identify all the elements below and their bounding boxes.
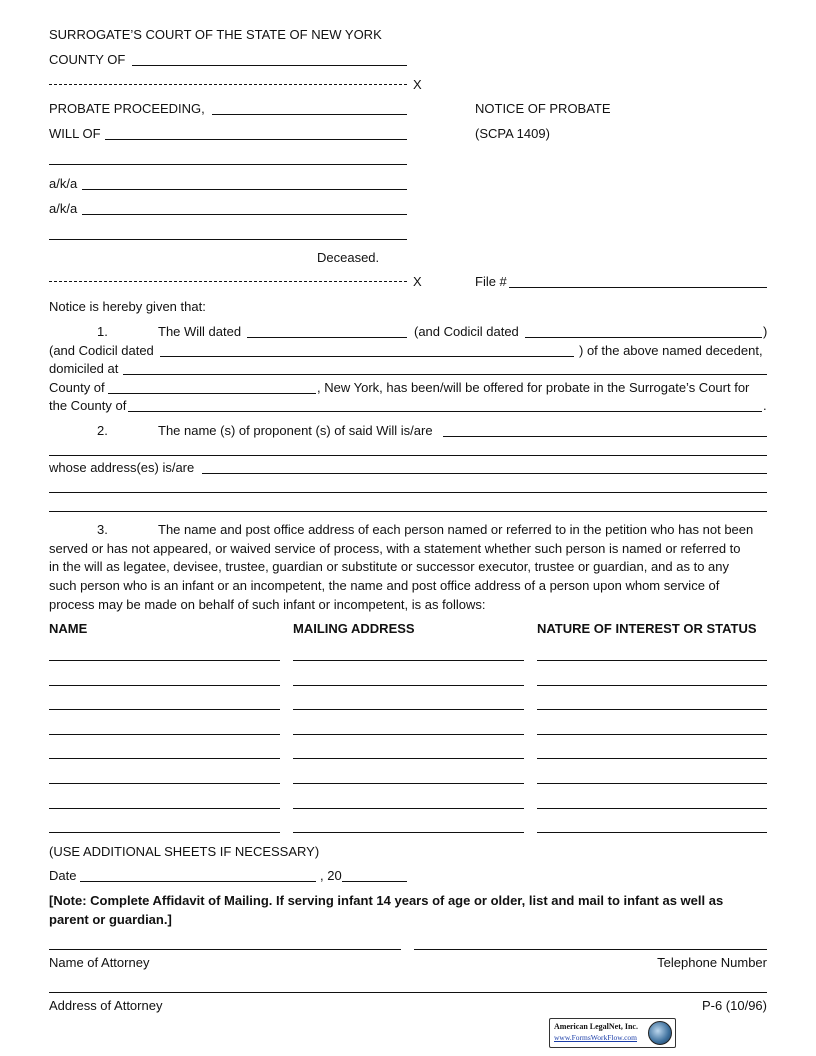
table-row-7-address-field[interactable]: [293, 808, 524, 809]
table-row-6-name-field[interactable]: [49, 783, 280, 784]
proceeding-field[interactable]: [212, 114, 407, 115]
para1-codicil-dated-2: (and Codicil dated: [49, 343, 154, 358]
attorney-address-field[interactable]: [49, 992, 767, 993]
aka-field-2[interactable]: [82, 214, 407, 215]
table-row-3-name-field[interactable]: [49, 709, 280, 710]
codicil-date-field-1[interactable]: [525, 337, 762, 338]
para3-number: 3.: [97, 522, 108, 537]
date-label: Date: [49, 868, 77, 883]
year-field[interactable]: [342, 881, 407, 882]
aka-label-1: a/k/a: [49, 176, 78, 191]
column-header-name: NAME: [49, 621, 88, 636]
deceased-label: Deceased.: [317, 250, 380, 265]
note-line-1: [Note: Complete Affidavit of Mailing. If serving infant 14 years of age or older, list and mail to infant as well as: [49, 893, 724, 908]
table-row-6-nature-field[interactable]: [537, 783, 767, 784]
proponent-address-field[interactable]: [202, 473, 767, 474]
will-date-field[interactable]: [247, 337, 407, 338]
county-field-2[interactable]: [108, 393, 316, 394]
globe-icon: [648, 1021, 672, 1045]
para3-line-2: served or has not appeared, or waived service of process, with a statement whether such person is named or referred to: [49, 541, 741, 556]
telephone-label: Telephone Number: [657, 955, 767, 970]
para1-county-of-2: the County of: [49, 398, 127, 413]
column-header-nature: NATURE OF INTEREST OR STATUS: [537, 621, 757, 636]
para2-text: The name (s) of proponent (s) of said Will is/are: [158, 423, 433, 438]
publisher-logo[interactable]: [549, 1018, 676, 1048]
table-row-8-address-field[interactable]: [293, 832, 524, 833]
surrogate-county-field[interactable]: [128, 411, 762, 412]
para3-line-3: in the will as legatee, devisee, trustee, guardian or substitute or successor executor, trustee or guardian, and as to any: [49, 559, 729, 574]
file-number-label: File #: [475, 274, 507, 289]
table-row-5-name-field[interactable]: [49, 758, 280, 759]
para3-line-4: such person who is an infant or an incompetent, the name and post office address of a person upon whom service of: [49, 578, 720, 593]
table-row-3-address-field[interactable]: [293, 709, 524, 710]
para1-close-paren: ): [763, 324, 768, 339]
proponent-field-2[interactable]: [49, 455, 767, 456]
intro-text: Notice is hereby given that:: [49, 299, 206, 314]
table-row-4-address-field[interactable]: [293, 734, 524, 735]
para2-number: 2.: [97, 423, 108, 438]
attorney-name-field[interactable]: [49, 949, 401, 950]
para3-line-1: The name and post office address of each person named or referred to in the petition who has not been: [158, 522, 754, 537]
table-row-5-address-field[interactable]: [293, 758, 524, 759]
table-row-2-name-field[interactable]: [49, 685, 280, 686]
table-row-4-name-field[interactable]: [49, 734, 280, 735]
date-field[interactable]: [80, 881, 316, 882]
caption-x-top: X: [413, 77, 422, 92]
para3-line-5: process may be made on behalf of such infant or incompetent, is as follows:: [49, 597, 486, 612]
form-code: P-6 (10/96): [701, 998, 767, 1013]
proponent-field[interactable]: [443, 436, 767, 437]
table-row-1-name-field[interactable]: [49, 660, 280, 661]
note-line-2: parent or guardian.]: [49, 912, 172, 927]
para1-decedent: ) of the above named decedent,: [579, 343, 763, 358]
caption-divider-bottom: [49, 281, 407, 282]
para1-number: 1.: [97, 324, 108, 339]
aka-field-3[interactable]: [49, 239, 407, 240]
logo-company: American LegalNet, Inc.: [554, 1022, 638, 1031]
table-row-5-nature-field[interactable]: [537, 758, 767, 759]
telephone-field[interactable]: [414, 949, 767, 950]
table-row-7-nature-field[interactable]: [537, 808, 767, 809]
para1-will-dated: The Will dated: [158, 324, 242, 339]
county-label: COUNTY OF: [49, 52, 126, 67]
year-prefix: , 20: [320, 868, 342, 883]
caption-divider-top: [49, 84, 407, 85]
caption-x-bottom: X: [413, 274, 422, 289]
logo-url[interactable]: www.FormsWorkFlow.com: [554, 1033, 638, 1042]
table-row-8-name-field[interactable]: [49, 832, 280, 833]
document-title: NOTICE OF PROBATE: [475, 101, 611, 116]
table-row-7-name-field[interactable]: [49, 808, 280, 809]
table-row-4-nature-field[interactable]: [537, 734, 767, 735]
table-row-8-nature-field[interactable]: [537, 832, 767, 833]
para1-codicil-dated: (and Codicil dated: [414, 324, 519, 339]
table-row-1-address-field[interactable]: [293, 660, 524, 661]
para1-county-of: County of: [49, 380, 105, 395]
proponent-address-field-2[interactable]: [49, 492, 767, 493]
para1-ny-text: , New York, has been/will be offered for probate in the Surrogate’s Court for: [317, 380, 750, 395]
attorney-name-label: Name of Attorney: [49, 955, 150, 970]
will-of-label: WILL OF: [49, 126, 101, 141]
para1-period: .: [763, 398, 767, 413]
statute-reference: (SCPA 1409): [475, 126, 550, 141]
table-row-2-nature-field[interactable]: [537, 685, 767, 686]
para2-address-label: whose address(es) is/are: [49, 460, 195, 475]
additional-sheets-note: (USE ADDITIONAL SHEETS IF NECESSARY): [49, 844, 320, 859]
domicile-field[interactable]: [123, 374, 767, 375]
proceeding-label: PROBATE PROCEEDING,: [49, 101, 205, 116]
will-of-field-2[interactable]: [49, 164, 407, 165]
county-field[interactable]: [132, 65, 407, 66]
court-title: SURROGATE’S COURT OF THE STATE OF NEW YORK: [49, 27, 382, 42]
aka-label-2: a/k/a: [49, 201, 78, 216]
will-of-field[interactable]: [105, 139, 407, 140]
column-header-address: MAILING ADDRESS: [293, 621, 415, 636]
para1-domiciled: domiciled at: [49, 361, 119, 376]
attorney-address-label: Address of Attorney: [49, 998, 163, 1013]
file-number-field[interactable]: [509, 287, 767, 288]
aka-field-1[interactable]: [82, 189, 407, 190]
table-row-6-address-field[interactable]: [293, 783, 524, 784]
proponent-address-field-3[interactable]: [49, 511, 767, 512]
table-row-1-nature-field[interactable]: [537, 660, 767, 661]
table-row-3-nature-field[interactable]: [537, 709, 767, 710]
table-row-2-address-field[interactable]: [293, 685, 524, 686]
codicil-date-field-2[interactable]: [160, 356, 574, 357]
